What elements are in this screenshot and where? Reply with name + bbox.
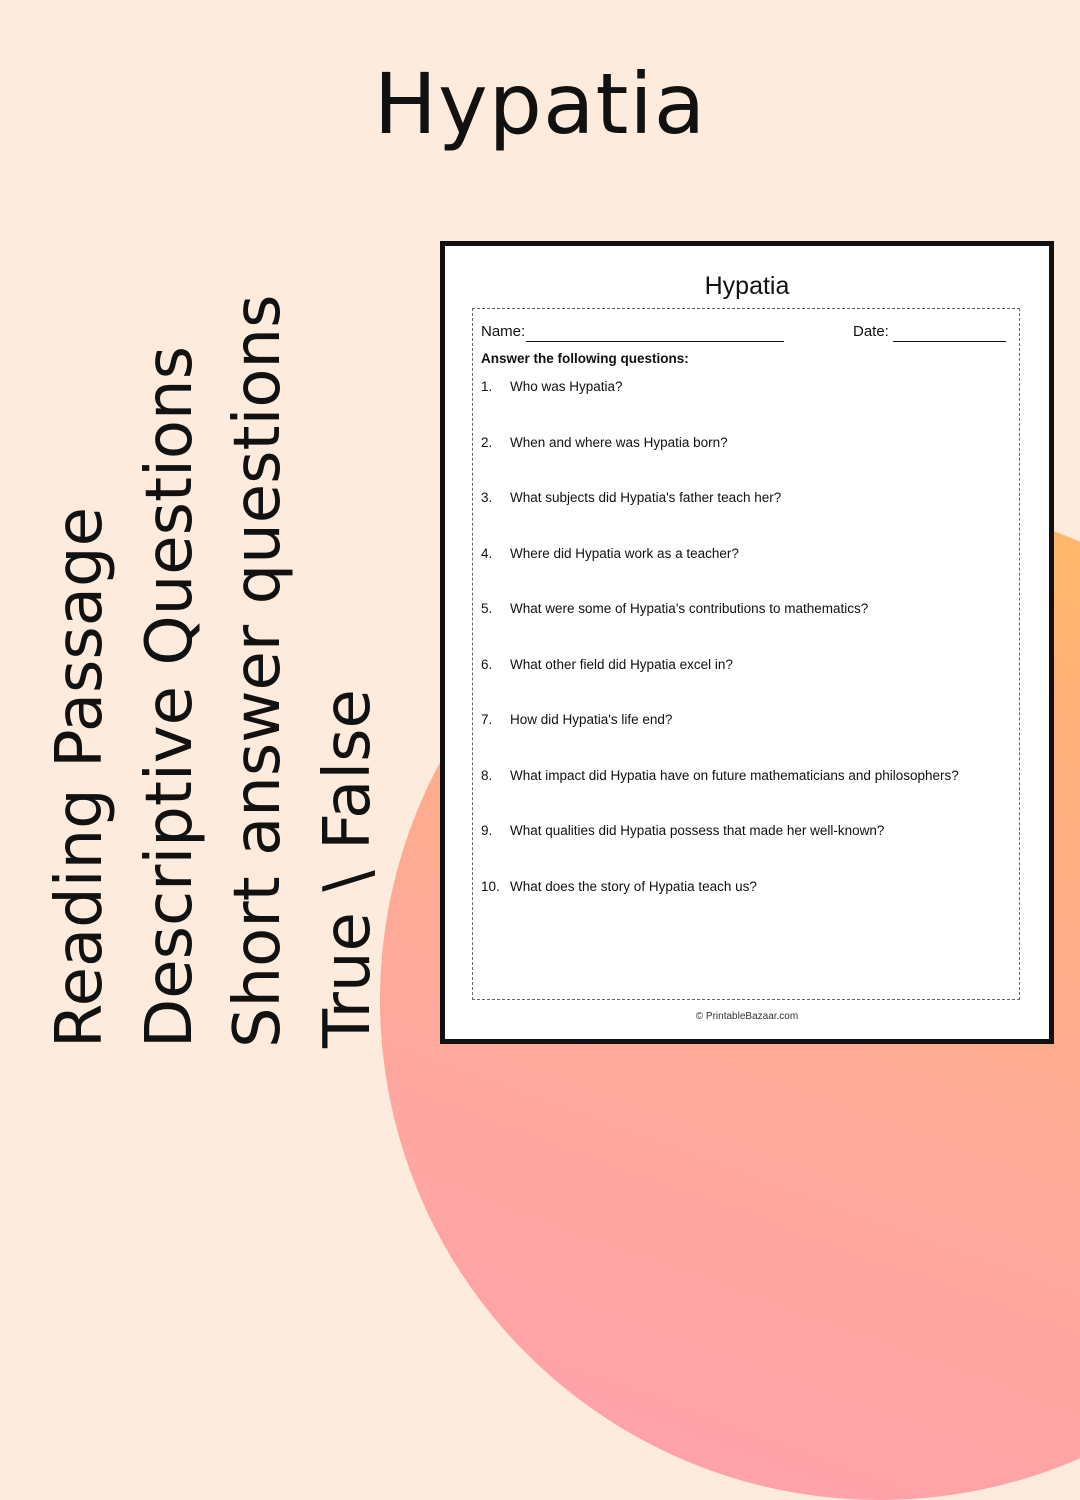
question-text: Who was Hypatia? <box>510 379 623 394</box>
vertical-label-reading-passage: Reading Passage <box>43 507 117 1048</box>
question-text: What impact did Hypatia have on future mathematicians and philosophers? <box>510 767 959 783</box>
question-number: 4. <box>481 545 493 561</box>
question-text: What does the story of Hypatia teach us? <box>510 878 757 894</box>
question-list <box>473 379 1019 934</box>
question-number: 5. <box>481 601 493 616</box>
question-item <box>473 379 1019 435</box>
name-line <box>526 341 784 342</box>
name-label: Name: <box>481 323 526 340</box>
question-item <box>473 546 1019 602</box>
question-item <box>473 768 1019 824</box>
question-item <box>473 435 1019 491</box>
questions-box <box>472 308 1020 1000</box>
question-text: Where did Hypatia work as a teacher? <box>510 545 739 561</box>
question-number: 9. <box>481 823 493 838</box>
question-number: 10. <box>481 878 500 894</box>
vertical-label-true-false: True \ False <box>311 689 385 1048</box>
question-number: 6. <box>481 656 493 672</box>
question-text: What qualities did Hypatia possess that made her well-known? <box>510 823 885 838</box>
question-text: What were some of Hypatia's contributions to mathematics? <box>510 601 869 616</box>
copyright-footer: © PrintableBazaar.com <box>695 1011 799 1022</box>
question-number: 3. <box>481 490 493 505</box>
question-item <box>473 601 1019 657</box>
page-title: Hypatia <box>373 55 707 153</box>
question-text: What subjects did Hypatia's father teach her? <box>510 490 782 505</box>
vertical-label-descriptive-questions: Descriptive Questions <box>133 346 207 1048</box>
question-text: How did Hypatia's life end? <box>510 712 673 727</box>
question-item <box>473 657 1019 713</box>
date-label: Date: <box>853 323 889 340</box>
question-number: 8. <box>481 767 493 783</box>
vertical-label-short-answer: Short answer questions <box>221 294 295 1048</box>
instructions: Answer the following questions: <box>481 351 689 366</box>
question-number: 2. <box>481 434 493 450</box>
question-number: 7. <box>481 712 493 727</box>
question-item <box>473 490 1019 546</box>
question-item <box>473 879 1019 935</box>
worksheet-preview <box>440 241 1054 1044</box>
date-line <box>893 341 1006 342</box>
question-text: What other field did Hypatia excel in? <box>510 656 733 672</box>
question-item <box>473 823 1019 879</box>
question-text: When and where was Hypatia born? <box>510 434 728 450</box>
question-number: 1. <box>481 379 493 394</box>
worksheet-title: Hypatia <box>704 272 790 300</box>
question-item <box>473 712 1019 768</box>
